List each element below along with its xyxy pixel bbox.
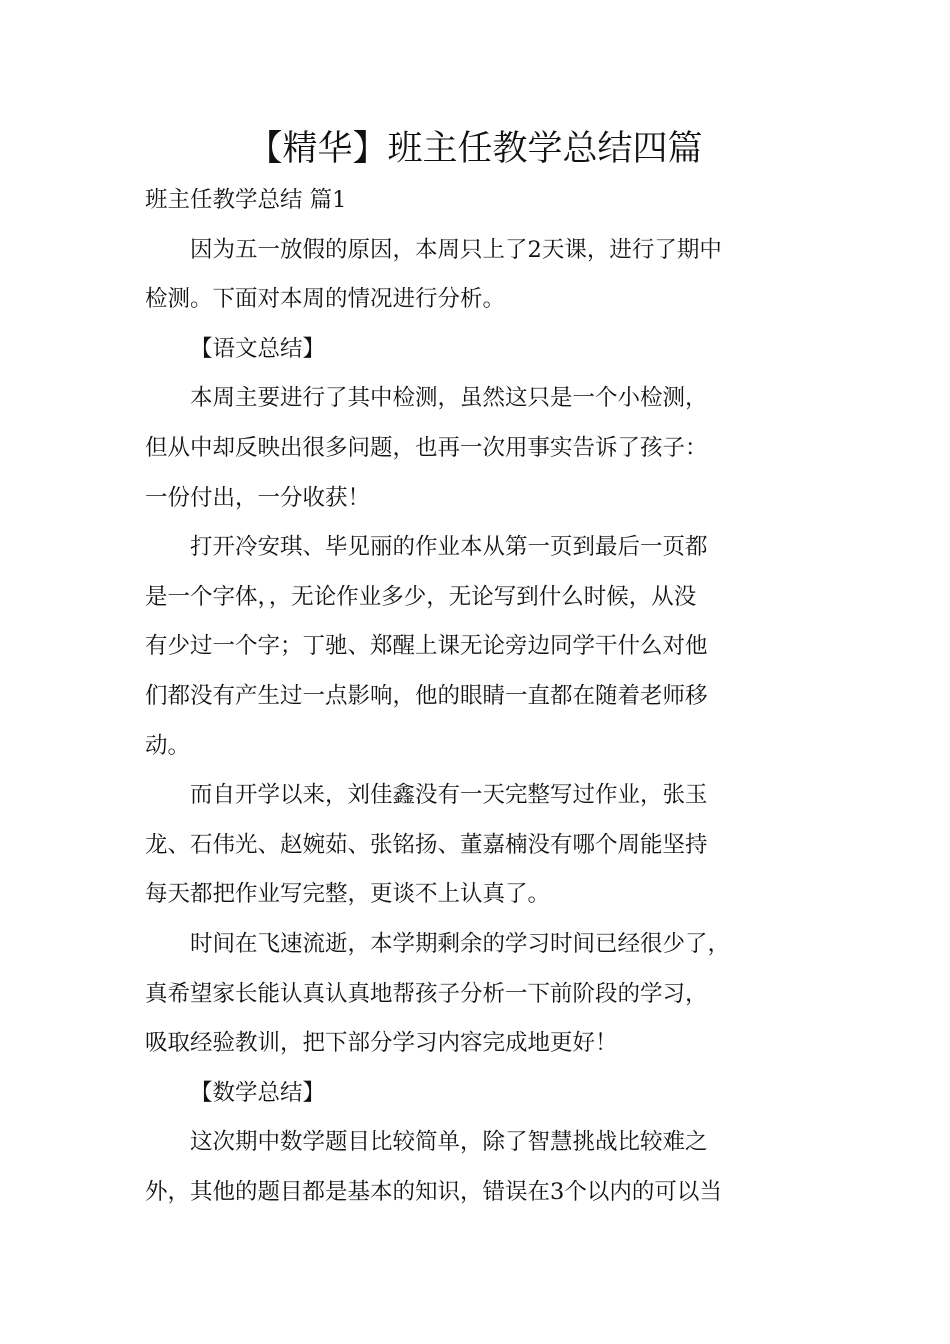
text-line: 【语文总结】	[190, 335, 326, 362]
paragraph-chinese-3	[145, 771, 813, 920]
paragraph-chinese-4	[145, 920, 813, 1069]
text-line: 龙、石伟光、赵婉茹、张铭扬、董嘉楠没有哪个周能坚持	[145, 831, 708, 858]
section-subtitle: 班主任教学总结 篇1	[145, 187, 347, 213]
document-title: 【精华】班主任教学总结四篇	[247, 129, 703, 169]
text-line: 一份付出，一分收获！	[145, 484, 371, 511]
text-line: 时间在飞速流逝，本学期剩余的学习时间已经很少了，	[190, 930, 731, 957]
text-line: 这次期中数学题目比较简单，除了智慧挑战比较难之	[190, 1129, 708, 1156]
text-line: 们都没有产生过一点影响，他的眼睛一直都在随着老师移	[145, 682, 708, 709]
text-line: 打开冷安琪、毕见丽的作业本从第一页到最后一页都	[190, 534, 708, 561]
text-line: 因为五一放假的原因，本周只上了2天课，进行了期中	[190, 236, 722, 263]
text-line: 但从中却反映出很多问题，也再一次用事实告诉了孩子：	[145, 434, 708, 461]
paragraph-math-1	[145, 1118, 813, 1217]
text-line: 【数学总结】	[190, 1079, 326, 1106]
text-line: 每天都把作业写完整，更谈不上认真了。	[145, 881, 551, 908]
heading-math-summary	[145, 1069, 813, 1119]
text-line: 吸取经验教训，把下部分学习内容完成地更好！	[145, 1030, 618, 1057]
heading-chinese-summary	[145, 325, 813, 375]
paragraph-chinese-1	[145, 374, 813, 523]
text-line: 动。	[145, 732, 191, 759]
text-line: 而自开学以来，刘佳鑫没有一天完整写过作业，张玉	[190, 782, 708, 809]
document-body	[145, 176, 813, 1217]
text-line: 检测。下面对本周的情况进行分析。	[145, 286, 506, 313]
paragraph-intro	[145, 226, 813, 325]
text-line: 本周主要进行了其中检测，虽然这只是一个小检测，	[190, 385, 708, 412]
text-line: 外，其他的题目都是基本的知识，错误在3个以内的可以当	[145, 1178, 722, 1205]
paragraph-chinese-2	[145, 523, 813, 771]
text-line: 真希望家长能认真认真地帮孩子分析一下前阶段的学习，	[145, 980, 708, 1007]
text-line: 是一个字体，，无论作业多少，无论写到什么时候，从没	[145, 583, 697, 610]
text-line: 有少过一个字；丁驰、郑醒上课无论旁边同学干什么对他	[145, 633, 708, 660]
